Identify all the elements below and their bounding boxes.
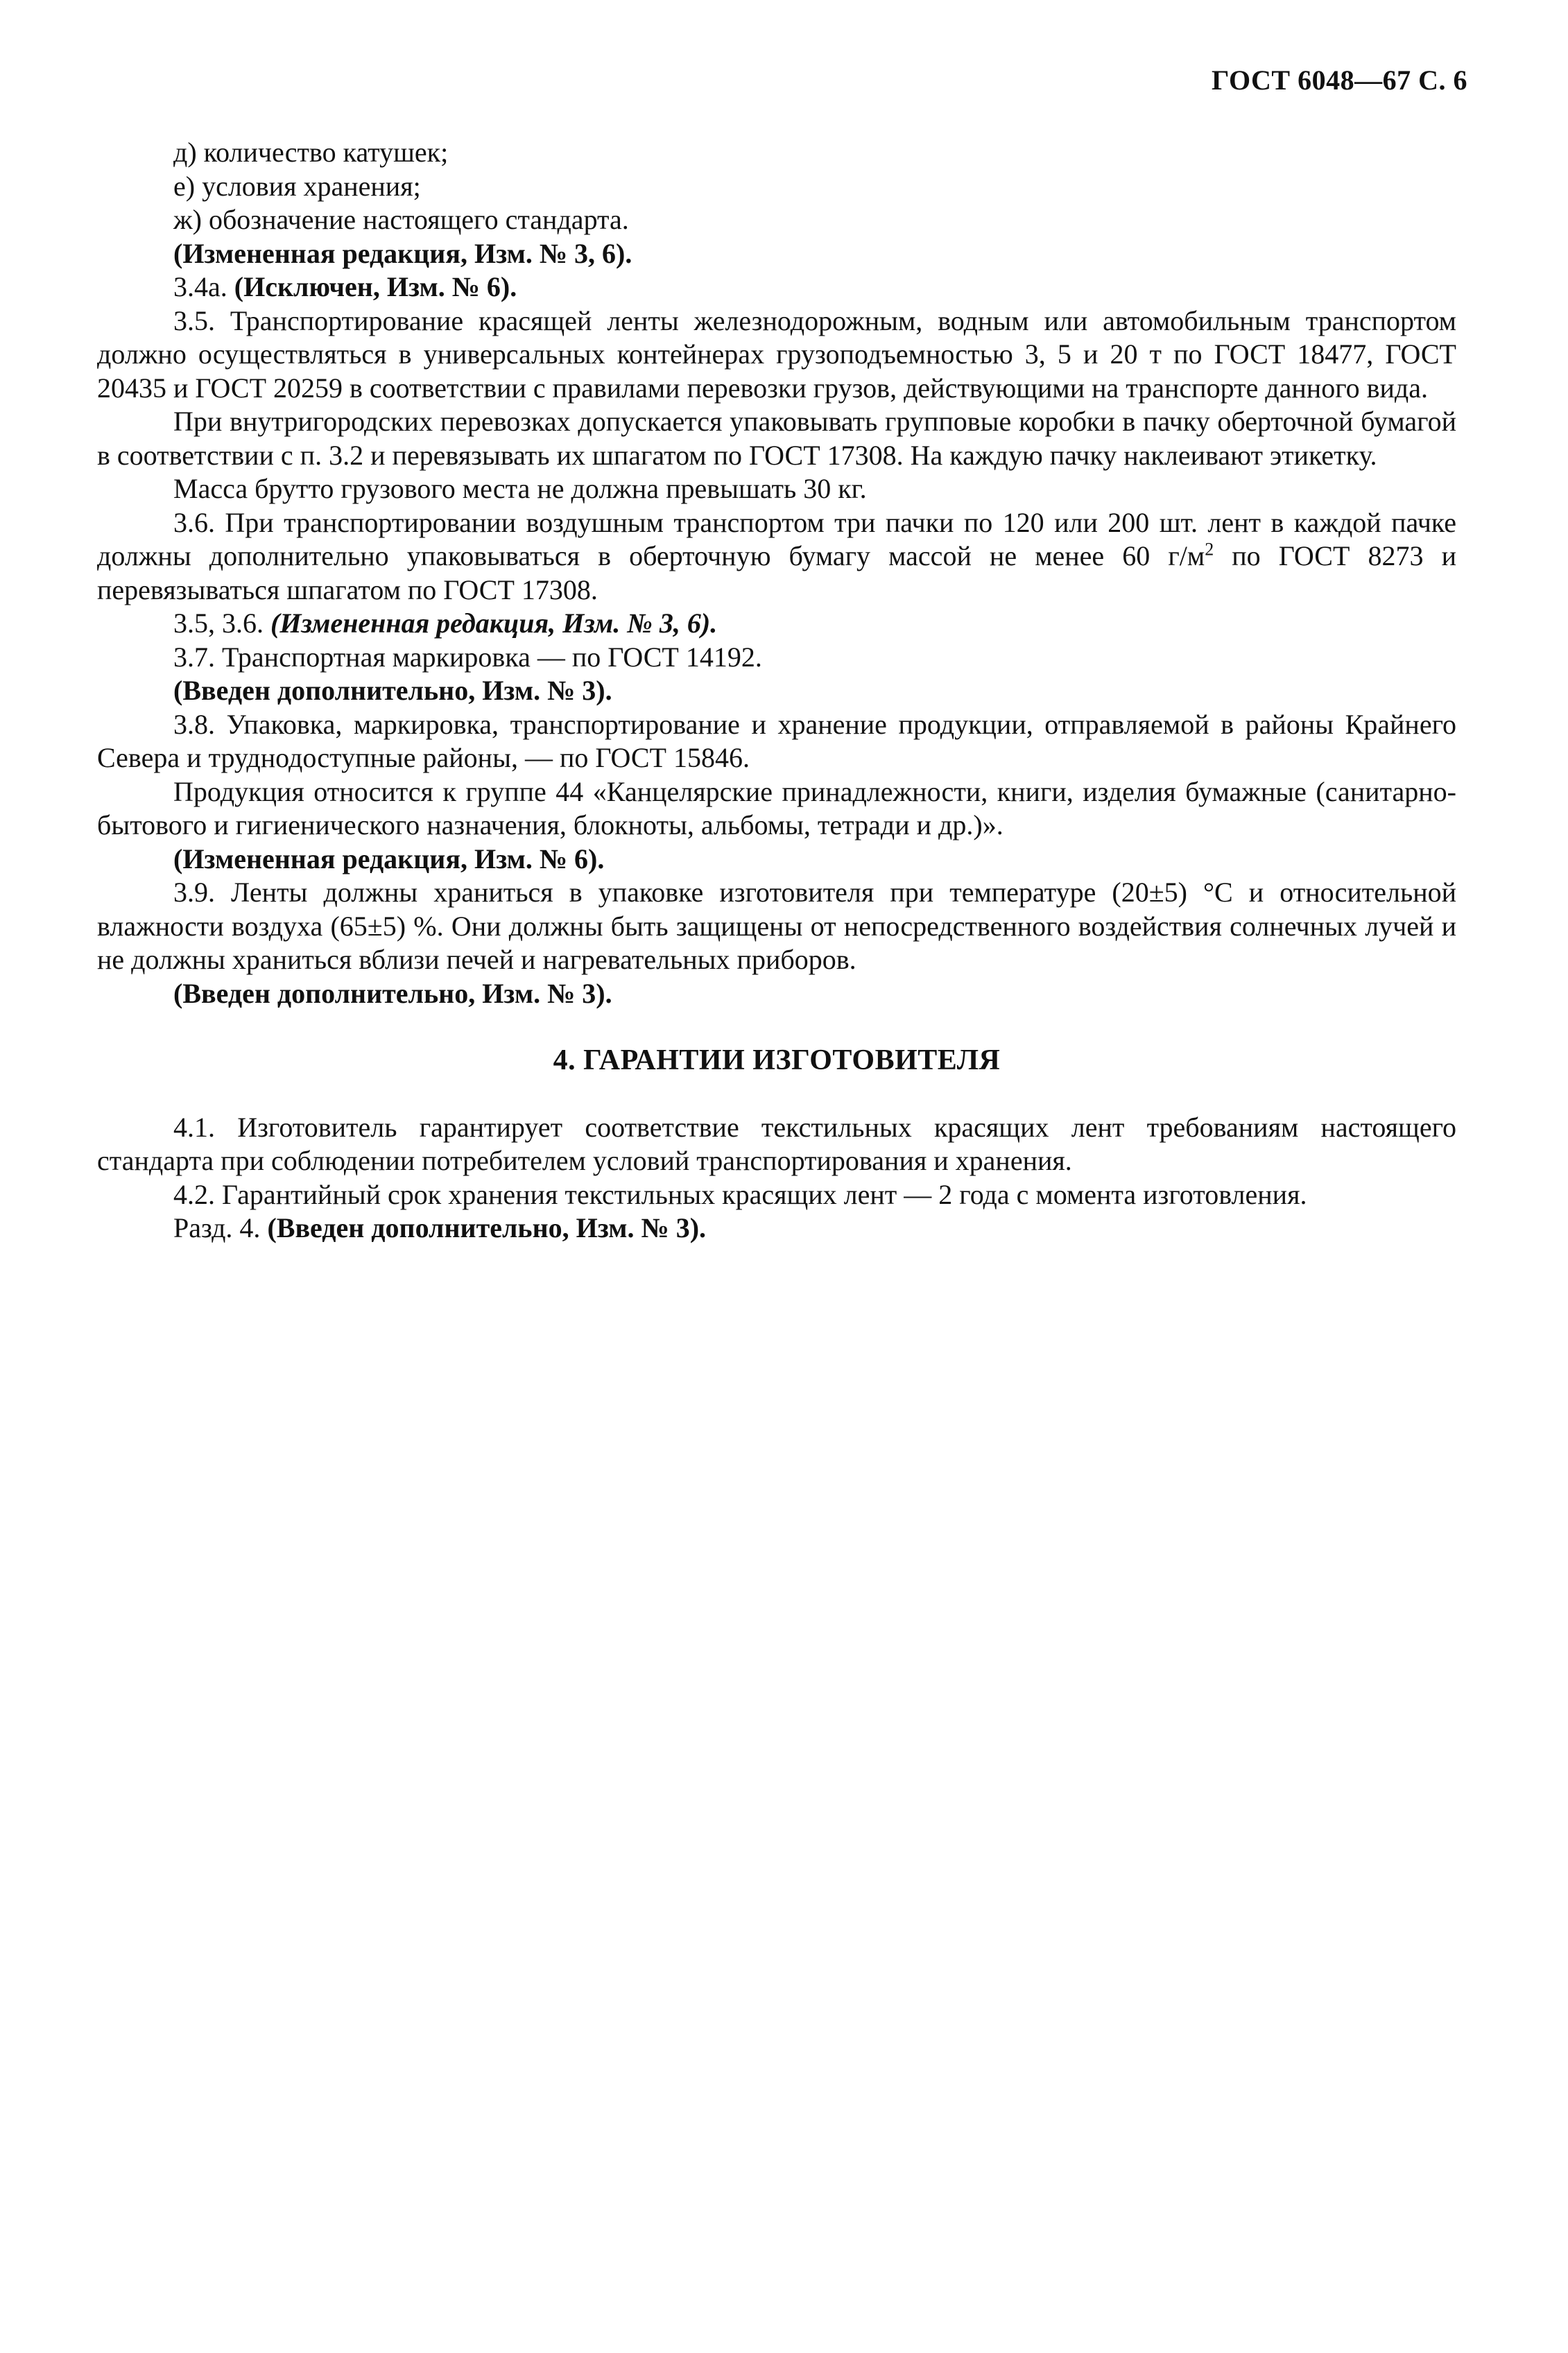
page-header: ГОСТ 6048—67 С. 6 (1211, 64, 1467, 96)
section-heading: 4. ГАРАНТИИ ИЗГОТОВИТЕЛЯ (553, 1044, 1001, 1076)
amendment-note: (Измененная редакция, Изм. № 6). (173, 843, 605, 874)
list-item-zh: ж) обозначение настоящего стандарта. (173, 204, 629, 235)
clause-text: 3.6. При транспортировании воздушным транспортом три пачки по 120 или 200 шт. лент в каждой пачке должны дополнительно упаковываться в оберточную бумагу массой не менее 60 г/м (97, 506, 1456, 571)
clause-3-9: 3.9. Ленты должны храниться в упаковке изготовителя при температуре (20±5) °С и относительной влажности воздуха (65±5) %. Они должны быть защищены от непосредственного воздействия солнечных лучей и не должны храниться вблизи печей и нагревательных приборов. (97, 877, 1456, 975)
amendment-note: (Введен дополнительно, Изм. № 3). (267, 1212, 707, 1243)
amendment-note: (Исключен, Изм. № 6). (234, 271, 517, 302)
amendment-note: (Введен дополнительно, Изм. № 3). (173, 977, 612, 1009)
clause-3-8: 3.8. Упаковка, маркировка, транспортирование и хранение продукции, отправляемой в районы Крайнего Севера и труднодоступные районы, — по ГОСТ 15846. (97, 708, 1456, 773)
clause-4-1: 4.1. Изготовитель гарантирует соответствие текстильных красящих лент требованиям настоящего стандарта при соблюдении потребителем условий транспортирования и хранения. (97, 1111, 1456, 1176)
amendment-note: (Введен дополнительно, Изм. № 3). (173, 675, 612, 706)
clause-3-8-paragraph-2: Продукция относится к группе 44 «Канцелярские принадлежности, книги, изделия бумажные (санитарно-бытового и гигиенического назначения, блокноты, альбомы, тетради и др.)». (97, 775, 1456, 841)
clause-3-5: 3.5. Транспортирование красящей ленты железнодорожным, водным или автомобильным транспортом должно осуществляться в универсальных контейнерах грузоподъемностью 3, 5 и 20 т по ГОСТ 18477, ГОСТ 20435 и ГОСТ 20259 в соответствии с правилами перевозки грузов, действующими на транспорте данного вида. (97, 304, 1456, 404)
amendment-note: (Измененная редакция, Изм. № 3, 6). (173, 237, 632, 269)
clause-3-5-3-6-note (97, 607, 1456, 641)
clause-3-4a (97, 270, 1456, 304)
clause-3-6 (97, 506, 1456, 607)
section-reference: Разд. 4. (173, 1212, 261, 1243)
list-item-e: е) условия хранения; (173, 170, 421, 202)
clause-3-7: 3.7. Транспортная маркировка — по ГОСТ 14192. (173, 641, 762, 673)
superscript: 2 (1205, 539, 1214, 560)
clause-4-2: 4.2. Гарантийный срок хранения текстильных красящих лент — 2 года с момента изготовления. (173, 1178, 1307, 1210)
clause-number: 3.5, 3.6. (173, 607, 264, 639)
list-item-d: д) количество катушек; (173, 137, 449, 168)
clause-3-5-paragraph-2: При внутригородских перевозках допускается упаковывать групповые коробки в пачку оберточной бумагой в соответствии с п. 3.2 и перевязывать их шпагатом по ГОСТ 17308. На каждую пачку наклеивают этикетку. (97, 406, 1456, 471)
clause-3-5-paragraph-3: Масса брутто грузового места не должна превышать 30 кг. (173, 473, 867, 504)
section-4-note (97, 1212, 1456, 1246)
amendment-note: (Измененная редакция, Изм. № 3, 6). (270, 607, 718, 639)
clause-number: 3.4а. (173, 271, 227, 302)
document-body (97, 136, 1456, 1246)
clause-text-end: по ГОСТ 8273 и перевязываться шпагатом по ГОСТ 17308. (97, 540, 1456, 605)
